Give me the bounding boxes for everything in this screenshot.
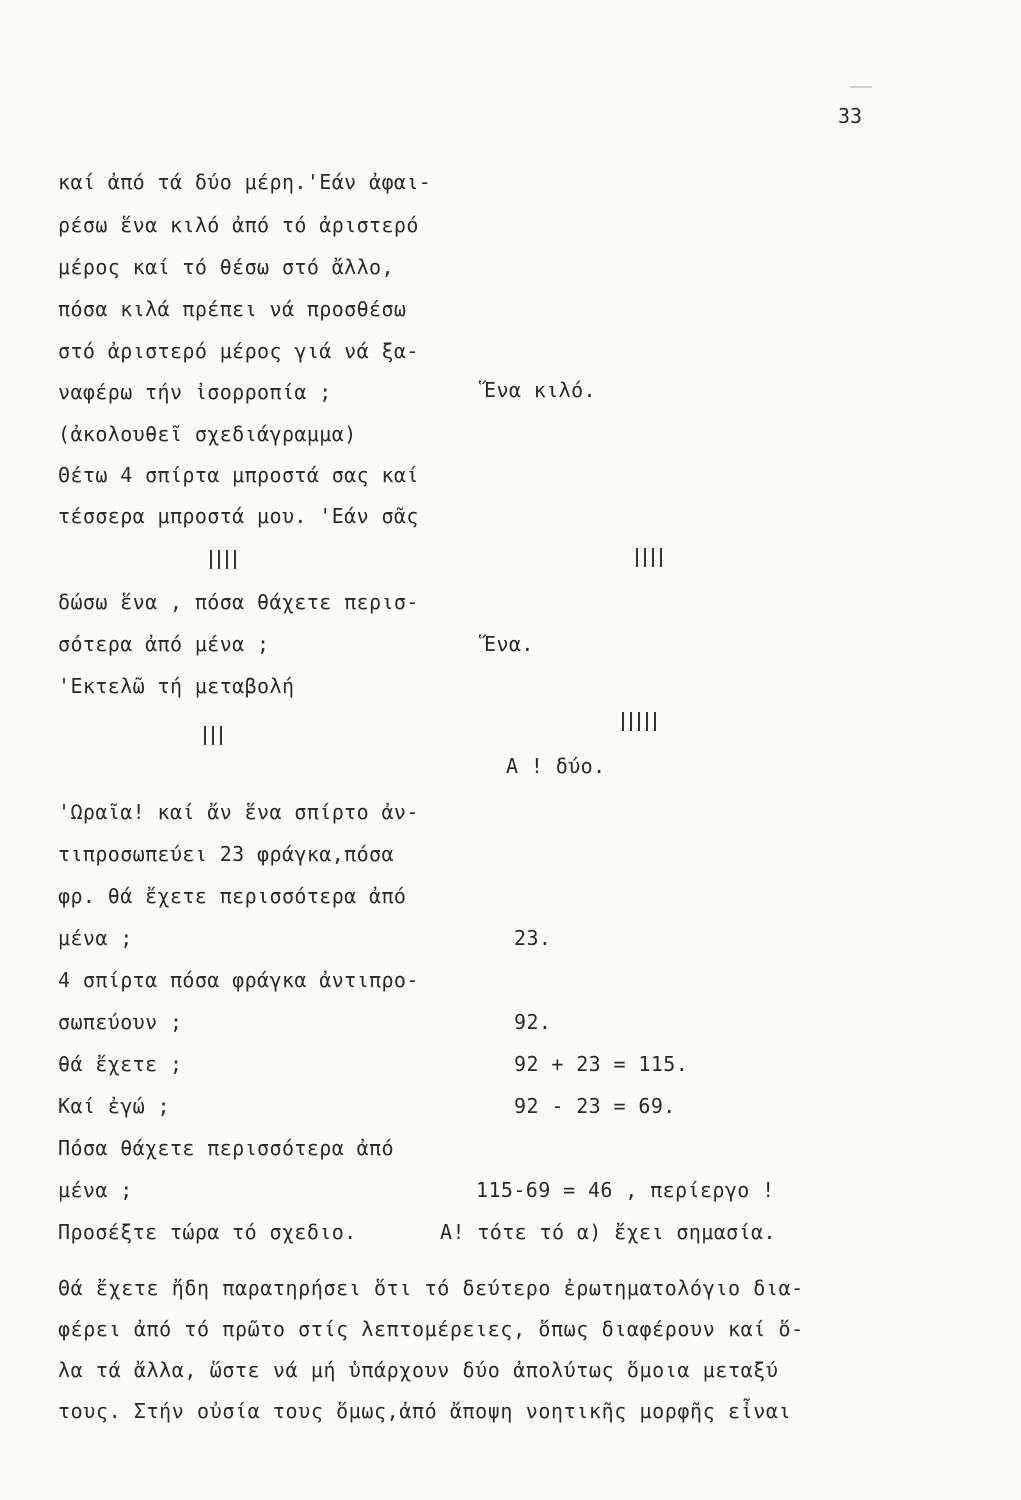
dialogue-answer: 23. <box>514 926 552 950</box>
paragraph-line: φέρει ἀπό τό πρῶτο στίς λεπτομέρειες, ὅπως διαφέρουν καί ὅ- <box>58 1317 804 1341</box>
dialogue-answer: 115-69 = 46 , περίεργο ! <box>476 1178 775 1202</box>
dialogue-line: μένα ; <box>58 1178 133 1202</box>
dialogue-answer: 92. <box>514 1010 552 1034</box>
dialogue-line: Προσέξτε τώρα τό σχεδιο. <box>58 1220 357 1244</box>
page-number: 33 <box>838 104 863 128</box>
dialogue-answer: 92 - 23 = 69. <box>514 1094 676 1118</box>
dialogue-line: ναφέρω τήν ἰσορροπία ; <box>58 380 332 404</box>
dialogue-answer: Α ! δύο. <box>506 754 606 778</box>
dialogue-line: μένα ; <box>58 926 133 950</box>
dialogue-line: θά ἔχετε ; <box>58 1052 183 1076</box>
dialogue-answer: 92 + 23 = 115. <box>514 1052 689 1076</box>
dialogue-line: στό ἀριστερό μέρος γιά νά ξα- <box>58 339 419 363</box>
dialogue-line: σωπεύουν ; <box>58 1010 183 1034</box>
tally-marks-me <box>636 548 662 567</box>
dialogue-line: πόσα κιλά πρέπει νά προσθέσω <box>58 297 407 321</box>
dialogue-line: 'Εκτελῶ τή μεταβολή <box>58 674 295 698</box>
paragraph-line: Θά ἔχετε ἤδη παρατηρήσει ὅτι τό δεύτερο ἐρωτηματολόγιο δια- <box>58 1276 804 1300</box>
dialogue-answer: Ἕνα. <box>484 632 534 656</box>
dialogue-answer: Ἕνα κιλό. <box>484 378 596 402</box>
dialogue-line: (ἀκολουθεῖ σχεδιάγραμμα) <box>58 422 357 446</box>
dialogue-line: σότερα ἀπό μένα ; <box>58 632 270 656</box>
tally-marks-me-after <box>622 712 656 731</box>
dialogue-answer: Α! τότε τό α) ἔχει σημασία. <box>440 1220 776 1244</box>
dialogue-line: ρέσω ἕνα κιλό ἀπό τό ἀριστερό <box>58 213 419 237</box>
dialogue-line: Θέτω 4 σπίρτα μπροστά σας καί <box>58 463 419 487</box>
dialogue-line: 'Ωραῖα! καί ἄν ἕνα σπίρτο ἀν- <box>58 800 419 824</box>
dialogue-line: τέσσερα μπροστά μου. 'Εάν σᾶς <box>58 504 419 528</box>
faint-mark <box>850 86 872 88</box>
dialogue-line: Καί ἐγώ ; <box>58 1094 170 1118</box>
dialogue-line: δώσω ἕνα , πόσα θάχετε περισ- <box>58 590 419 614</box>
tally-marks-you <box>210 550 236 569</box>
paragraph-line: λα τά ἄλλα, ὥστε νά μή ὑπάρχουν δύο ἀπολύτως ὅμοια μεταξύ <box>58 1358 779 1382</box>
paragraph-line: τους. Στήν οὐσία τους ὅμως,ἀπό ἄποψη νοητικῆς μορφῆς εἶναι <box>58 1399 792 1423</box>
dialogue-line: τιπροσωπεύει 23 φράγκα,πόσα <box>58 842 394 866</box>
dialogue-line: 4 σπίρτα πόσα φράγκα ἀντιπρο- <box>58 968 419 992</box>
dialogue-line: μέρος καί τό θέσω στό ἄλλο, <box>58 255 394 279</box>
tally-marks-you-after <box>204 726 222 745</box>
dialogue-line: καί ἀπό τά δύο μέρη.'Εάν ἀφαι- <box>58 170 432 194</box>
dialogue-line: Πόσα θάχετε περισσότερα ἀπό <box>58 1136 394 1160</box>
dialogue-line: φρ. θά ἔχετε περισσότερα ἀπό <box>58 884 407 908</box>
